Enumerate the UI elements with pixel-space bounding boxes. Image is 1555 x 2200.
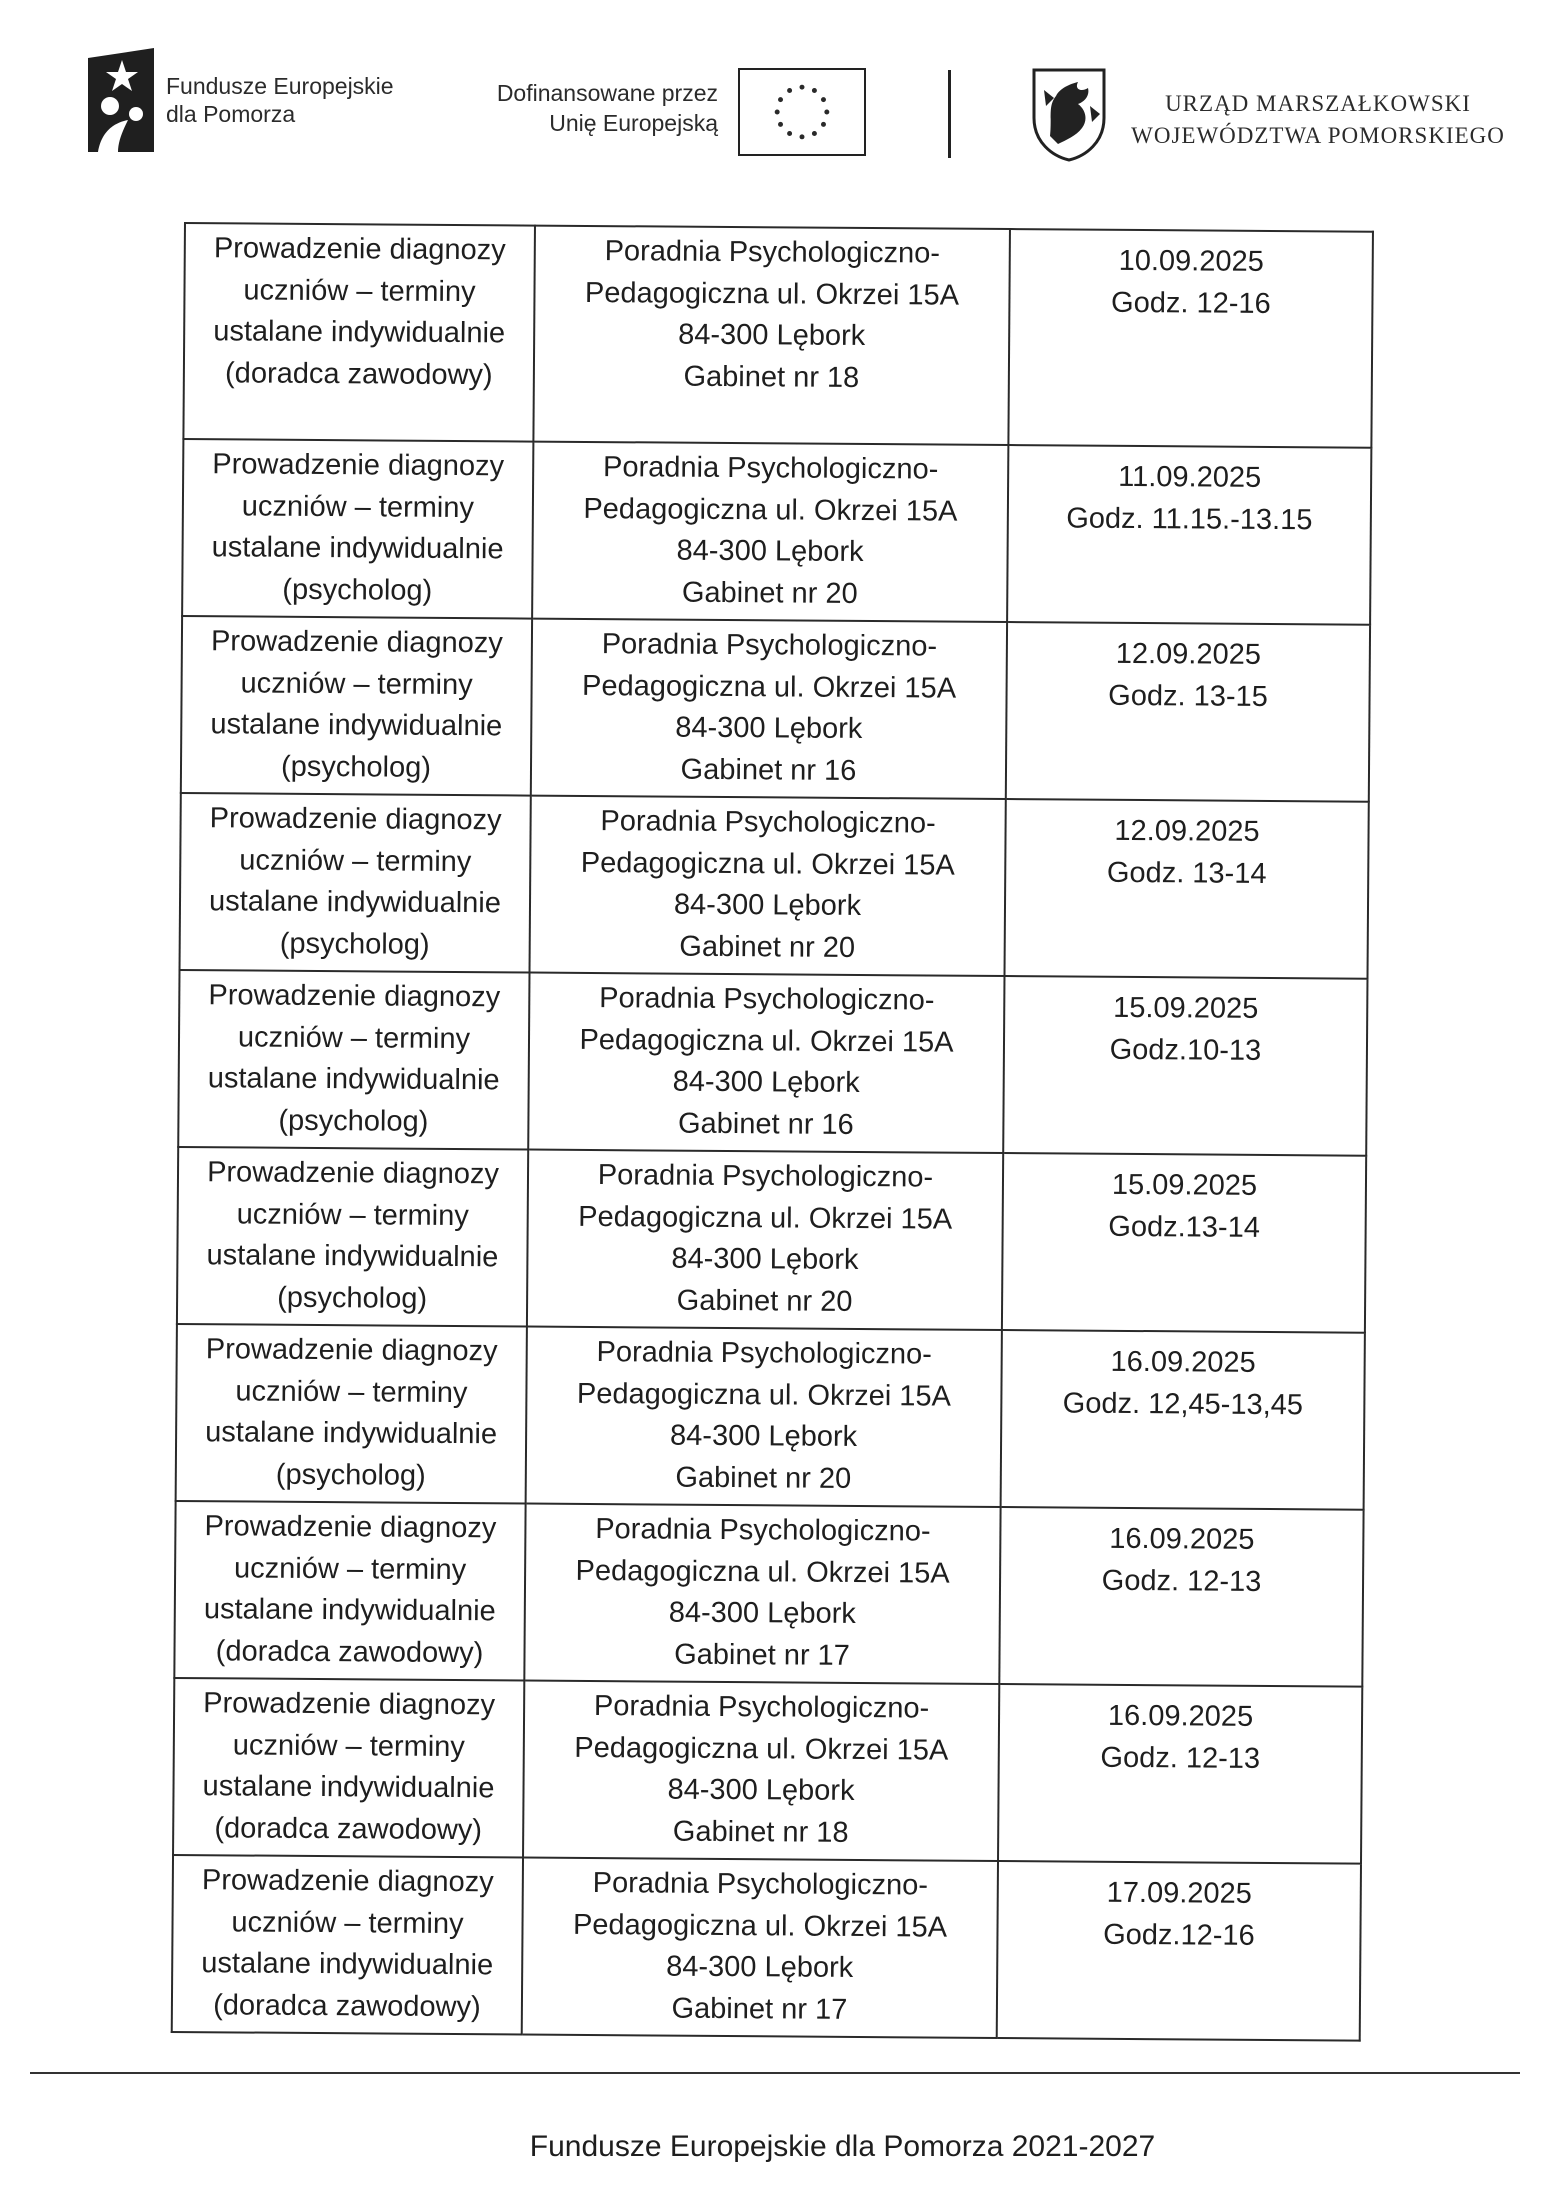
place-line: 84-300 Lębork (671, 1242, 859, 1276)
date-text: 12.09.2025 (1114, 814, 1260, 848)
date-cell (1001, 1330, 1365, 1510)
activity-cell (183, 223, 535, 442)
date-cell (1008, 229, 1373, 448)
activity-line: ustalane indywidualnie (210, 708, 503, 743)
time-text: Godz.10-13 (1109, 1033, 1262, 1067)
time-text: Godz. 12-13 (1100, 1741, 1261, 1775)
pomorskie-griffin-crest-icon (1030, 66, 1108, 162)
time-text: Godz. 13-14 (1106, 856, 1267, 890)
place-line: Poradnia Psychologiczno- (600, 805, 936, 840)
activity-line: uczniów – terminy (232, 1728, 465, 1763)
activity-line: uczniów – terminy (236, 1197, 469, 1232)
activity-line: Prowadzenie diagnozy (201, 1864, 494, 1899)
activity-line: uczniów – terminy (243, 273, 476, 308)
place-cell (528, 973, 1004, 1153)
footer-text: Fundusze Europejskie dla Pomorza 2021-2027 (529, 2130, 1156, 2163)
time-text: Godz.13-14 (1108, 1210, 1261, 1244)
activity-cell (182, 439, 533, 619)
place-line: Gabinet nr 20 (676, 1284, 853, 1318)
activity-line: uczniów – terminy (231, 1905, 464, 1940)
activity-line: ustalane indywidualnie (207, 1062, 500, 1097)
place-line: Gabinet nr 16 (680, 753, 857, 787)
footer-divider (30, 2072, 1520, 2074)
place-line: Gabinet nr 20 (679, 930, 856, 964)
place-line: Pedagogiczna ul. Okrzei 15A (584, 276, 960, 312)
activity-line: (psycholog) (280, 750, 432, 784)
activity-line: Prowadzenie diagnozy (209, 802, 502, 837)
time-text: Godz. 12-13 (1101, 1564, 1262, 1598)
activity-cell (177, 1147, 528, 1327)
place-line: Poradnia Psychologiczno- (602, 451, 939, 486)
place-line: Poradnia Psychologiczno- (597, 1159, 934, 1194)
place-line: 84-300 Lębork (666, 1950, 854, 1984)
place-line: Gabinet nr 18 (672, 1815, 849, 1849)
fe-line-2: dla Pomorza (166, 101, 296, 127)
date-text: 16.09.2025 (1109, 1522, 1255, 1556)
time-text: Godz. 12,45-13,45 (1062, 1386, 1304, 1421)
schedule-table (171, 222, 1374, 2042)
activity-line: (psycholog) (275, 1458, 426, 1492)
place-line: 84-300 Lębork (675, 711, 863, 745)
place-line: Poradnia Psychologiczno- (601, 628, 938, 663)
date-text: 12.09.2025 (1115, 637, 1262, 671)
eu-flag-icon (738, 68, 866, 156)
place-line: Pedagogiczna ul. Okrzei 15A (580, 846, 955, 882)
date-cell (997, 1861, 1361, 2041)
place-line: Pedagogiczna ul. Okrzei 15A (572, 1908, 948, 1944)
activity-line: ustalane indywidualnie (213, 315, 506, 350)
activity-cell (173, 1678, 524, 1858)
activity-line: uczniów – terminy (240, 666, 473, 701)
activity-line: Prowadzenie diagnozy (205, 1333, 498, 1368)
place-cell (522, 1858, 998, 2038)
place-line: 84-300 Lębork (668, 1596, 856, 1630)
activity-cell (174, 1501, 525, 1681)
activity-line: (psycholog) (278, 1104, 429, 1138)
activity-line: (doradca zawodowy) (213, 1988, 481, 2023)
place-line: Pedagogiczna ul. Okrzei 15A (579, 1023, 954, 1059)
place-cell (533, 226, 1010, 445)
date-cell (1003, 976, 1367, 1156)
fundusze-europejskie-logo-icon (88, 48, 154, 152)
place-line: Gabinet nr 20 (675, 1461, 852, 1495)
table-row (173, 1678, 1362, 1864)
place-cell (532, 442, 1008, 622)
activity-line: Prowadzenie diagnozy (208, 979, 501, 1014)
place-line: Poradnia Psychologiczno- (592, 1867, 929, 1902)
activity-line: (doradca zawodowy) (224, 356, 493, 391)
place-line: Gabinet nr 17 (674, 1638, 850, 1672)
time-text: Godz. 11.15.-13.15 (1066, 501, 1313, 536)
place-line: Gabinet nr 16 (677, 1107, 854, 1141)
activity-line: Prowadzenie diagnozy (212, 448, 505, 483)
time-text: Godz. 13-15 (1108, 679, 1268, 713)
place-line: Poradnia Psychologiczno- (604, 235, 941, 270)
activity-cell (178, 970, 529, 1150)
activity-line: ustalane indywidualnie (208, 885, 502, 920)
page-header (0, 0, 1555, 200)
place-line: Gabinet nr 20 (681, 576, 858, 610)
table-row (174, 1501, 1363, 1687)
activity-cell (172, 1855, 523, 2035)
place-line: Poradnia Psychologiczno- (593, 1690, 930, 1725)
place-line: 84-300 Lębork (667, 1773, 855, 1807)
place-line: 84-300 Lębork (678, 318, 866, 352)
fe-program-name (166, 72, 394, 128)
time-text: Godz.12-16 (1103, 1918, 1255, 1952)
table-row (180, 793, 1369, 979)
date-text: 16.09.2025 (1110, 1345, 1256, 1379)
table-row (182, 439, 1371, 625)
activity-line: (doradca zawodowy) (214, 1811, 483, 1846)
place-line: Pedagogiczna ul. Okrzei 15A (574, 1731, 949, 1767)
office-name (1118, 88, 1518, 152)
place-cell (531, 619, 1007, 799)
date-cell (1004, 799, 1368, 979)
time-text: Godz. 12-16 (1111, 286, 1271, 320)
date-cell (1007, 445, 1371, 625)
activity-line: ustalane indywidualnie (203, 1593, 496, 1628)
activity-line: Prowadzenie diagnozy (210, 625, 503, 660)
activity-line: ustalane indywidualnie (211, 531, 504, 566)
activity-line: Prowadzenie diagnozy (207, 1156, 500, 1191)
place-line: 84-300 Lębork (676, 534, 864, 568)
place-line: 84-300 Lębork (672, 1065, 860, 1099)
activity-line: Prowadzenie diagnozy (213, 232, 506, 267)
place-line: Pedagogiczna ul. Okrzei 15A (581, 669, 957, 705)
activity-line: ustalane indywidualnie (206, 1239, 499, 1274)
place-cell (526, 1327, 1002, 1507)
place-line: Pedagogiczna ul. Okrzei 15A (583, 492, 958, 528)
activity-line: (psycholog) (282, 573, 433, 607)
activity-line: Prowadzenie diagnozy (204, 1510, 497, 1545)
place-line: Poradnia Psychologiczno- (595, 1513, 931, 1548)
date-text: 15.09.2025 (1113, 991, 1259, 1025)
urzad-line-2: WOJEWÓDZTWA POMORSKIEGO (1131, 123, 1505, 148)
activity-line: uczniów – terminy (233, 1551, 467, 1586)
date-cell (1002, 1153, 1366, 1333)
activity-cell (176, 1324, 527, 1504)
place-line: Gabinet nr 17 (671, 1992, 848, 2026)
date-text: 10.09.2025 (1118, 244, 1264, 278)
activity-line: (psycholog) (277, 1281, 428, 1315)
place-line: Poradnia Psychologiczno- (599, 982, 935, 1017)
place-line: Gabinet nr 18 (683, 360, 860, 394)
place-cell (523, 1681, 999, 1861)
activity-line: ustalane indywidualnie (201, 1947, 494, 1982)
place-cell (530, 796, 1006, 976)
date-text: 17.09.2025 (1106, 1876, 1252, 1910)
date-text: 11.09.2025 (1118, 460, 1262, 494)
activity-line: ustalane indywidualnie (202, 1770, 495, 1805)
place-line: Poradnia Psychologiczno- (596, 1336, 932, 1371)
cofinanced-label (468, 78, 718, 138)
table-row (172, 1855, 1361, 2041)
date-text: 15.09.2025 (1111, 1168, 1258, 1202)
place-line: Pedagogiczna ul. Okrzei 15A (578, 1200, 953, 1236)
place-cell (527, 1150, 1003, 1330)
activity-line: uczniów – terminy (237, 1020, 471, 1055)
urzad-line-1: URZĄD MARSZAŁKOWSKI (1165, 91, 1471, 116)
place-line: 84-300 Lębork (673, 888, 862, 922)
activity-cell (180, 793, 531, 973)
activity-line: uczniów – terminy (235, 1374, 468, 1409)
place-line: Pedagogiczna ul. Okrzei 15A (575, 1554, 950, 1590)
table-row (178, 970, 1367, 1156)
table-row (181, 616, 1370, 802)
date-cell (998, 1684, 1362, 1864)
table-row (183, 223, 1373, 448)
activity-cell (181, 616, 532, 796)
date-cell (999, 1507, 1363, 1687)
header-divider (948, 70, 951, 158)
activity-line: (psycholog) (279, 927, 430, 961)
date-text: 16.09.2025 (1107, 1699, 1254, 1733)
date-cell (1006, 622, 1370, 802)
activity-line: ustalane indywidualnie (205, 1416, 498, 1451)
cofin-line-2: Unię Europejską (549, 110, 718, 136)
table-row (176, 1324, 1365, 1510)
activity-line: uczniów – terminy (241, 489, 475, 524)
cofin-line-1: Dofinansowane przez (496, 80, 718, 106)
activity-line: uczniów – terminy (239, 843, 472, 878)
table-row (177, 1147, 1366, 1333)
place-line: Pedagogiczna ul. Okrzei 15A (576, 1377, 952, 1413)
activity-line: Prowadzenie diagnozy (203, 1687, 496, 1722)
fe-line-1: Fundusze Europejskie (166, 73, 394, 99)
place-line: 84-300 Lębork (669, 1419, 858, 1453)
place-cell (524, 1504, 1000, 1684)
activity-line: (doradca zawodowy) (215, 1634, 484, 1669)
